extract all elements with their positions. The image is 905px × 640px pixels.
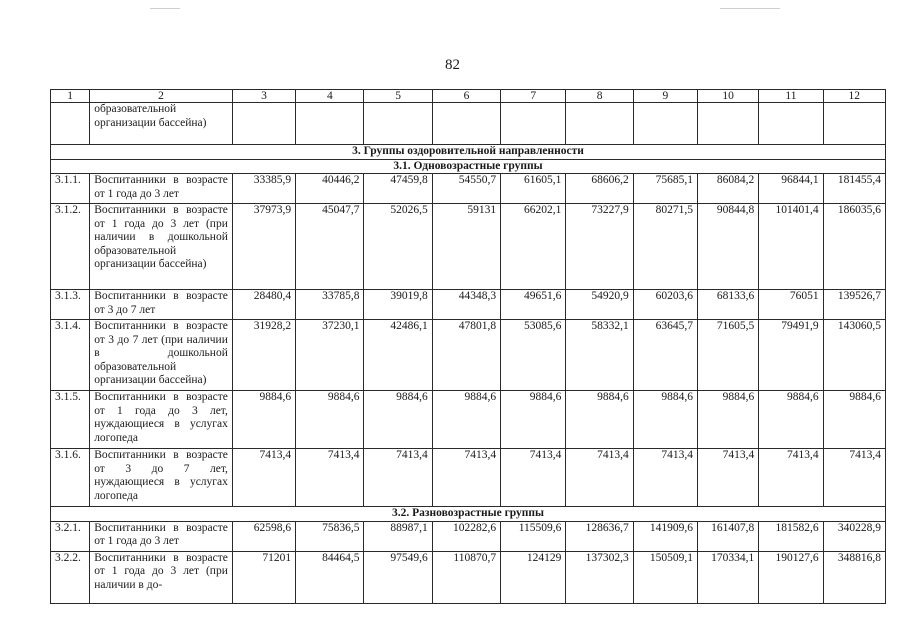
header-cell: 4	[296, 90, 364, 103]
row-description: Воспитанники в возрасте от 1 года до 3 лет (при наличии в дошкольной образовательной организации бассейна)	[90, 204, 233, 290]
value-cell: 76051	[759, 290, 823, 320]
table-row	[51, 204, 886, 290]
value-cell: 128636,7	[566, 521, 633, 551]
value-cell: 9884,6	[232, 391, 295, 449]
value-cell: 139526,7	[823, 290, 885, 320]
value-cell: 9884,6	[432, 391, 500, 449]
value-cell: 52026,5	[364, 204, 432, 290]
value-cell: 39019,8	[364, 290, 432, 320]
value-cell: 71605,5	[698, 320, 759, 391]
value-cell: 7413,4	[759, 449, 823, 507]
value-cell: 9884,6	[501, 391, 566, 449]
subsection-row	[51, 507, 886, 522]
header-cell: 11	[759, 90, 823, 103]
tariff-table	[50, 89, 886, 604]
value-cell: 73227,9	[566, 204, 633, 290]
value-cell: 63645,7	[633, 320, 697, 391]
value-cell: 9884,6	[364, 391, 432, 449]
row-code: 3.1.2.	[51, 204, 90, 290]
header-cell: 2	[90, 90, 233, 103]
row-code: 3.1.5.	[51, 391, 90, 449]
value-cell: 58332,1	[566, 320, 633, 391]
value-cell: 33385,9	[232, 174, 295, 204]
row-code: 3.1.1.	[51, 174, 90, 204]
table-body	[51, 90, 886, 604]
row-description: Воспитанники в возрасте от 1 года до 3 лет, нуждающиеся в услугах логопеда	[90, 391, 233, 449]
value-cell: 68133,6	[698, 290, 759, 320]
table-row	[51, 320, 886, 391]
value-cell: 47801,8	[432, 320, 500, 391]
row-description: Воспитанники в возрасте от 3 до 7 лет, нуждающиеся в услугах логопеда	[90, 449, 233, 507]
row-description: Воспитанники в возрасте от 1 года до 3 лет	[90, 174, 233, 204]
value-cell: 62598,6	[232, 521, 295, 551]
value-cell: 88987,1	[364, 521, 432, 551]
header-cell: 1	[51, 90, 90, 103]
scan-noise	[150, 8, 180, 9]
value-cell: 68606,2	[566, 174, 633, 204]
value-cell: 7413,4	[698, 449, 759, 507]
table-row	[51, 290, 886, 320]
value-cell: 9884,6	[296, 391, 364, 449]
value-cell: 7413,4	[432, 449, 500, 507]
value-cell: 9884,6	[759, 391, 823, 449]
value-cell: 75685,1	[633, 174, 697, 204]
value-cell: 37973,9	[232, 204, 295, 290]
value-cell: 42486,1	[364, 320, 432, 391]
table-row	[51, 391, 886, 449]
continuation-text: образовательной организации бассейна)	[90, 103, 233, 145]
value-cell: 84464,5	[296, 551, 364, 603]
value-cell: 79491,9	[759, 320, 823, 391]
row-code: 3.2.2.	[51, 551, 90, 603]
header-row	[51, 90, 886, 103]
code-cell	[51, 103, 90, 145]
value-cell: 150509,1	[633, 551, 697, 603]
value-cell: 141909,6	[633, 521, 697, 551]
subsection-title: 3.2. Разновозрастные группы	[51, 507, 886, 522]
value-cell: 124129	[501, 551, 566, 603]
value-cell: 7413,4	[296, 449, 364, 507]
table-row	[51, 449, 886, 507]
value-cell: 7413,4	[364, 449, 432, 507]
value-cell: 186035,6	[823, 204, 885, 290]
header-cell: 5	[364, 90, 432, 103]
row-description: Воспитанники в возрасте от 1 года до 3 лет (при наличии в до-	[90, 551, 233, 603]
value-cell: 137302,3	[566, 551, 633, 603]
row-description: Воспитанники в возрасте от 3 до 7 лет	[90, 290, 233, 320]
header-cell: 8	[566, 90, 633, 103]
value-cell: 49651,6	[501, 290, 566, 320]
value-cell: 7413,4	[633, 449, 697, 507]
value-cell: 102282,6	[432, 521, 500, 551]
header-cell: 7	[501, 90, 566, 103]
value-cell: 53085,6	[501, 320, 566, 391]
value-cell: 9884,6	[633, 391, 697, 449]
value-cell: 71201	[232, 551, 295, 603]
value-cell: 59131	[432, 204, 500, 290]
row-code: 3.1.3.	[51, 290, 90, 320]
value-cell: 181582,6	[759, 521, 823, 551]
value-cell: 96844,1	[759, 174, 823, 204]
subsection-row	[51, 159, 886, 174]
value-cell: 181455,4	[823, 174, 885, 204]
header-cell: 6	[432, 90, 500, 103]
section-row	[51, 145, 886, 160]
header-cell: 9	[633, 90, 697, 103]
value-cell: 7413,4	[232, 449, 295, 507]
value-cell: 75836,5	[296, 521, 364, 551]
row-description: Воспитанники в возрасте от 1 года до 3 лет	[90, 521, 233, 551]
value-cell: 60203,6	[633, 290, 697, 320]
value-cell: 47459,8	[364, 174, 432, 204]
continuation-row	[51, 103, 886, 145]
header-cell: 10	[698, 90, 759, 103]
value-cell: 28480,4	[232, 290, 295, 320]
value-cell: 348816,8	[823, 551, 885, 603]
value-cell: 66202,1	[501, 204, 566, 290]
value-cell: 37230,1	[296, 320, 364, 391]
value-cell: 9884,6	[566, 391, 633, 449]
value-cell: 110870,7	[432, 551, 500, 603]
table-row	[51, 174, 886, 204]
value-cell: 40446,2	[296, 174, 364, 204]
header-cell: 12	[823, 90, 885, 103]
value-cell: 61605,1	[501, 174, 566, 204]
value-cell: 170334,1	[698, 551, 759, 603]
subsection-title: 3.1. Одновозрастные группы	[51, 159, 886, 174]
table-row	[51, 521, 886, 551]
value-cell: 33785,8	[296, 290, 364, 320]
value-cell: 54920,9	[566, 290, 633, 320]
table-row	[51, 551, 886, 603]
scan-noise	[720, 8, 780, 9]
row-code: 3.1.6.	[51, 449, 90, 507]
value-cell: 80271,5	[633, 204, 697, 290]
row-description: Воспитанники в возрасте от 3 до 7 лет (при наличии в дошкольной образовательной организации бассейна)	[90, 320, 233, 391]
value-cell: 7413,4	[501, 449, 566, 507]
value-cell: 9884,6	[823, 391, 885, 449]
value-cell: 90844,8	[698, 204, 759, 290]
value-cell: 44348,3	[432, 290, 500, 320]
value-cell: 115509,6	[501, 521, 566, 551]
value-cell: 45047,7	[296, 204, 364, 290]
row-code: 3.2.1.	[51, 521, 90, 551]
header-cell: 3	[232, 90, 295, 103]
value-cell: 190127,6	[759, 551, 823, 603]
value-cell: 161407,8	[698, 521, 759, 551]
value-cell: 101401,4	[759, 204, 823, 290]
value-cell: 54550,7	[432, 174, 500, 204]
value-cell: 340228,9	[823, 521, 885, 551]
value-cell: 31928,2	[232, 320, 295, 391]
section-title: 3. Группы оздоровительной направленности	[51, 145, 886, 160]
value-cell: 9884,6	[698, 391, 759, 449]
value-cell: 7413,4	[566, 449, 633, 507]
page-number: 82	[445, 57, 460, 73]
row-code: 3.1.4.	[51, 320, 90, 391]
value-cell: 86084,2	[698, 174, 759, 204]
value-cell: 143060,5	[823, 320, 885, 391]
value-cell: 97549,6	[364, 551, 432, 603]
value-cell: 7413,4	[823, 449, 885, 507]
